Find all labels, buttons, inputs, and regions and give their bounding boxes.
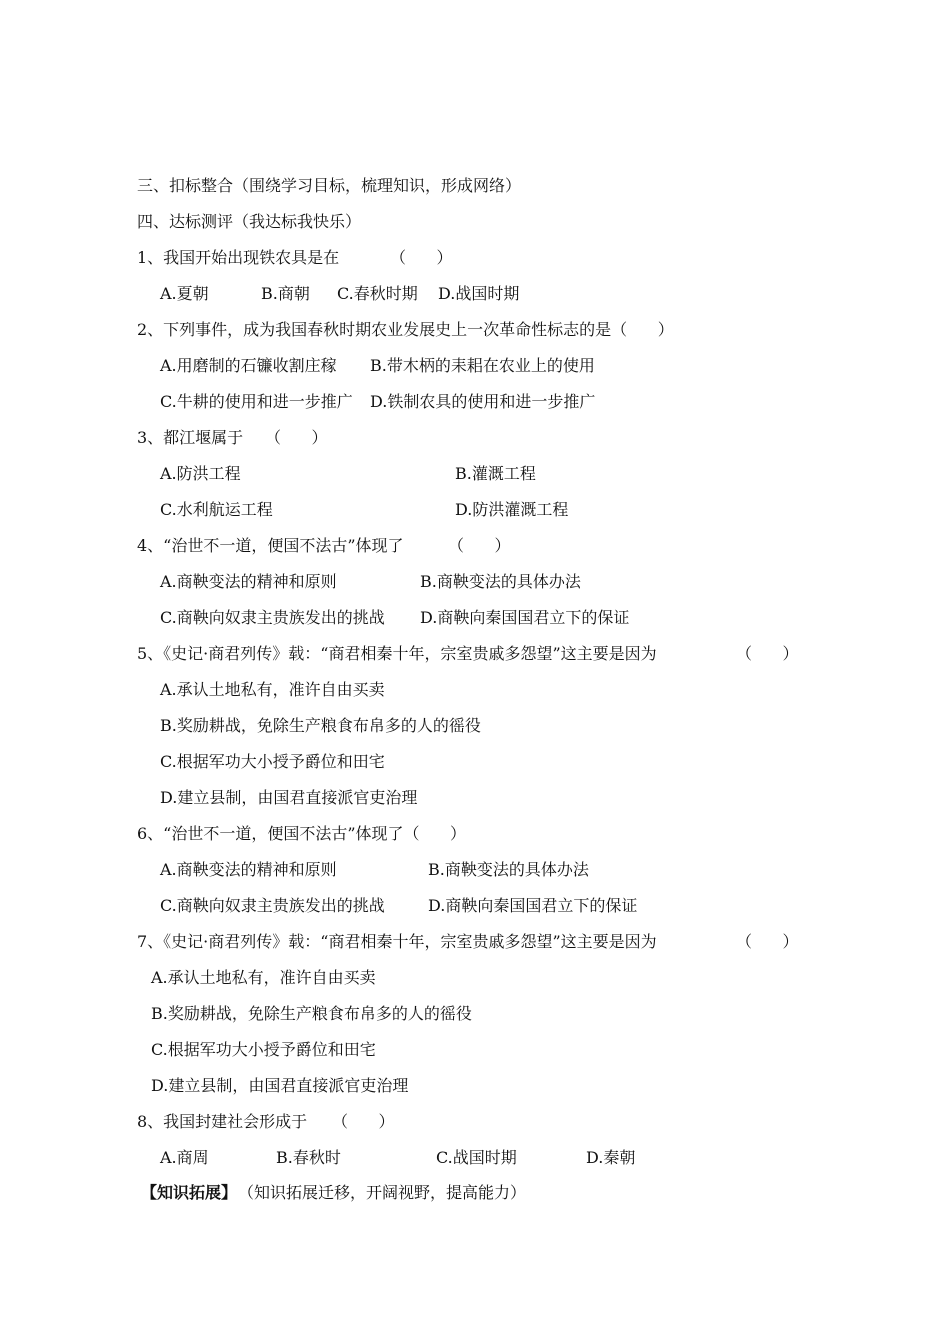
- q3-answer-paren: （ ）: [265, 428, 328, 447]
- q8-option-b: B.春秋时: [276, 1148, 341, 1167]
- q1-answer-paren: （ ）: [390, 248, 453, 267]
- q8-answer-paren: （ ）: [332, 1112, 395, 1131]
- q8-option-c: C.战国时期: [436, 1148, 517, 1167]
- q1-option-c: C.春秋时期: [337, 284, 418, 303]
- q6-option-a: A.商鞅变法的精神和原则: [160, 860, 337, 879]
- q5-stem: 5、《史记·商君列传》载：“商君相秦十年，宗室贵戚多怨望”这主要是因为: [137, 644, 657, 663]
- q8-option-d: D.秦朝: [586, 1148, 636, 1167]
- q2-option-d: D.铁制农具的使用和进一步推广: [370, 392, 596, 411]
- q7-option-c: C.根据军功大小授予爵位和田宅: [151, 1040, 376, 1059]
- q6-stem: 6、“治世不一道，便国不法古”体现了（ ）: [137, 824, 467, 843]
- q7-option-d: D.建立县制，由国君直接派官吏治理: [151, 1076, 409, 1095]
- knowledge-extension-title: 【知识拓展】: [141, 1183, 238, 1202]
- q4-answer-paren: （ ）: [448, 536, 511, 555]
- q5-option-d: D.建立县制，由国君直接派官吏治理: [160, 788, 418, 807]
- q1-option-d: D.战国时期: [438, 284, 520, 303]
- knowledge-extension-desc: （知识拓展迁移，开阔视野，提高能力）: [238, 1183, 527, 1202]
- q4-option-a: A.商鞅变法的精神和原则: [160, 572, 337, 591]
- q8-option-a: A.商周: [160, 1148, 209, 1167]
- q3-option-a: A.防洪工程: [160, 464, 241, 483]
- q7-option-b: B.奖励耕战，免除生产粮食布帛多的人的徭役: [151, 1004, 472, 1023]
- q2-option-a: A.用磨制的石镰收割庄稼: [160, 356, 337, 375]
- q8-stem: 8、我国封建社会形成于: [137, 1112, 308, 1131]
- q3-option-d: D.防洪灌溉工程: [455, 500, 569, 519]
- q7-answer-paren: （ ）: [736, 932, 799, 951]
- q2-stem: 2、下列事件，成为我国春秋时期农业发展史上一次革命性标志的是（ ）: [137, 320, 674, 339]
- q3-option-c: C.水利航运工程: [160, 500, 273, 519]
- q6-option-d: D.商鞅向秦国国君立下的保证: [428, 896, 638, 915]
- q6-option-c: C.商鞅向奴隶主贵族发出的挑战: [160, 896, 385, 915]
- q7-option-a: A.承认土地私有，准许自由买卖: [151, 968, 376, 987]
- q1-stem: 1、我国开始出现铁农具是在: [137, 248, 340, 267]
- q1-option-b: B.商朝: [261, 284, 310, 303]
- q5-option-a: A.承认土地私有，准许自由买卖: [160, 680, 385, 699]
- q5-option-c: C.根据军功大小授予爵位和田宅: [160, 752, 385, 771]
- q7-stem: 7、《史记·商君列传》载：“商君相秦十年，宗室贵戚多怨望”这主要是因为: [137, 932, 657, 951]
- q2-option-c: C.牛耕的使用和进一步推广: [160, 392, 353, 411]
- q2-option-b: B.带木柄的耒耜在农业上的使用: [370, 356, 595, 375]
- section-4-heading: 四、达标测评（我达标我快乐）: [137, 212, 362, 231]
- q5-answer-paren: （ ）: [736, 644, 799, 663]
- q4-option-c: C.商鞅向奴隶主贵族发出的挑战: [160, 608, 385, 627]
- q4-option-d: D.商鞅向秦国国君立下的保证: [420, 608, 630, 627]
- q3-option-b: B.灌溉工程: [455, 464, 536, 483]
- q6-option-b: B.商鞅变法的具体办法: [428, 860, 589, 879]
- q4-stem: 4、“治世不一道，便国不法古”体现了: [137, 536, 404, 555]
- q3-stem: 3、都江堰属于: [137, 428, 244, 447]
- q5-option-b: B.奖励耕战，免除生产粮食布帛多的人的徭役: [160, 716, 481, 735]
- q4-option-b: B.商鞅变法的具体办法: [420, 572, 581, 591]
- q1-option-a: A.夏朝: [160, 284, 209, 303]
- section-3-heading: 三、扣标整合（围绕学习目标，梳理知识，形成网络）: [137, 176, 522, 195]
